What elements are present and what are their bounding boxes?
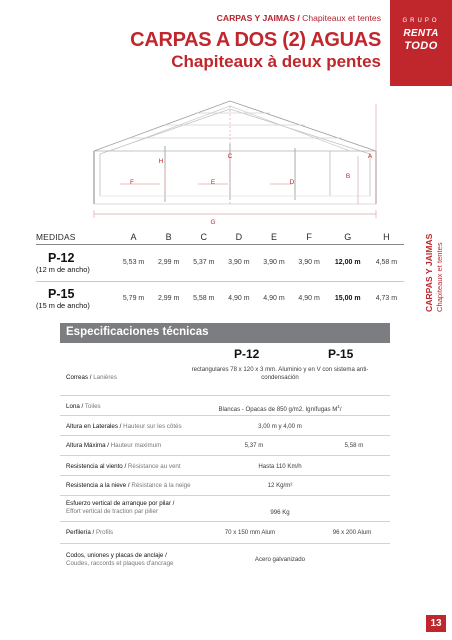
spec-value-superscript: 1: [337, 404, 340, 409]
model-name: P-15: [48, 286, 75, 301]
spec-model-p12: P-12: [234, 347, 260, 361]
measure-value: 4,90 m: [228, 294, 250, 302]
spec-label-fr: Toiles: [84, 403, 101, 410]
table-row: [36, 244, 404, 281]
measure-value: 3,90 m: [221, 244, 256, 281]
spec-label: Esfuerzo vertical de arranque por pilar / Effort vertical de traction par pilier: [66, 500, 175, 515]
model-width: (15 m de ancho): [36, 300, 90, 310]
spec-row-correas: [60, 362, 390, 396]
spec-label: Resistencia al viento / Résistance au vent: [66, 463, 181, 470]
measure-value: 4,90 m: [298, 294, 320, 302]
dim-label-c: C: [227, 153, 233, 160]
spec-value-p12: 70 x 150 mm Alum: [224, 529, 276, 536]
spec-label-es: Perfilería: [66, 529, 91, 536]
measures-header: H: [369, 230, 404, 244]
dim-label-b: B: [345, 173, 351, 180]
spec-row-altura-laterales: [60, 416, 390, 436]
measure-value: 3,90 m: [292, 244, 327, 281]
dim-label-g: G: [210, 219, 216, 226]
page-title-fr: Chapiteaux à deux pentes: [171, 52, 381, 71]
spec-label-es: Resistencia a la nieve: [66, 482, 127, 489]
spec-label-fr: Lanières: [93, 374, 117, 381]
measures-header: D: [221, 230, 256, 244]
spec-label: Resistencia a la nieve / Résistance à la neige: [66, 482, 191, 489]
model-cell: [36, 281, 116, 315]
dim-label-e: E: [210, 179, 216, 186]
spec-label: Correas / Lanières: [66, 374, 117, 381]
spec-value-text: Blancas - Opacas de 850 g/m2. Ignífugas M: [218, 406, 338, 414]
spec-label-es: Codos, uniones y placas de anclaje: [66, 552, 164, 559]
spec-value: rectangulares 78 x 120 x 3 mm. Aluminio y en V con sistema anti-condensación: [191, 366, 369, 381]
spec-value-p15: 5,58 m: [344, 442, 364, 449]
measures-header: B: [151, 230, 186, 244]
model-width: (12 m de ancho): [36, 265, 90, 274]
side-label-line-2: Chapiteaux et tentes: [435, 242, 444, 312]
spec-row-lona: [60, 396, 390, 416]
measures-header: G: [327, 230, 369, 244]
measures-header: C: [186, 230, 221, 244]
measures-header-row: [36, 230, 404, 244]
measures-header: MEDIDAS: [36, 230, 116, 244]
spec-label-es: Altura en Laterales: [66, 423, 118, 430]
spec-row-codos: [60, 544, 390, 574]
spec-row-nieve: [60, 476, 390, 496]
spec-label-fr: Profils: [95, 529, 114, 536]
spec-row-esfuerzo: [60, 496, 390, 522]
page-title: CARPAS A DOS (2) AGUAS: [130, 29, 381, 51]
spec-label-es: Esfuerzo vertical de arranque por pilar: [66, 500, 171, 507]
measure-value: 4,73 m: [375, 294, 398, 302]
measure-value: 2,99 m: [151, 244, 186, 281]
measure-value: 15,00 m: [334, 294, 361, 302]
spec-label-es: Altura Máxima: [66, 442, 106, 449]
measure-value: 5,79 m: [122, 294, 145, 302]
spec-label-fr: Hauteur maximum: [110, 442, 162, 449]
spec-label: Altura en Laterales / Hauteur sur les côtés: [66, 423, 182, 430]
dim-label-d: D: [289, 179, 295, 186]
spec-label-fr: Effort vertical de traction par pilier: [66, 508, 159, 515]
measure-value: 3,90 m: [256, 244, 291, 281]
spec-row-perfileria: [60, 522, 390, 544]
page-number: 13: [426, 615, 446, 632]
spec-value: 996 Kg: [270, 509, 290, 516]
spec-label: Codos, uniones y placas de anclaje / Coudes, raccords et plaques d'ancrage: [66, 552, 174, 567]
subtitle-es: CARPAS Y JAIMAS: [216, 13, 295, 23]
spec-value-p12: 5,37 m: [244, 442, 264, 449]
measure-value: 5,53 m: [116, 244, 151, 281]
model-cell: [36, 244, 116, 281]
dim-label-h: H: [158, 158, 164, 165]
specs-title-bar: [60, 323, 390, 343]
spec-value: 12 Kg/m²: [267, 482, 293, 489]
logo-line-2: RENTA: [403, 28, 439, 39]
table-row: [36, 281, 404, 315]
measure-value: 4,90 m: [263, 294, 285, 302]
brand-logo: [390, 0, 452, 86]
spec-label-fr: Coudes, raccords et plaques d'ancrage: [66, 560, 174, 567]
spec-row-altura-maxima: [60, 436, 390, 456]
measure-value: 12,00 m: [327, 244, 369, 281]
header-subtitle: CARPAS Y JAIMAS / Chapiteaux et tentes: [216, 13, 381, 23]
spec-label-es: Resistencia al viento: [66, 463, 123, 470]
measures-table: [36, 230, 404, 315]
spec-value: Hasta 110 Km/h: [258, 463, 302, 470]
spec-label: Perfilería / Profils: [66, 529, 114, 536]
spec-label-fr: Résistance au vent: [127, 463, 181, 470]
logo-line-1: GRUPO: [402, 18, 440, 24]
subtitle-fr: Chapiteaux et tentes: [302, 13, 381, 23]
measures-header: E: [256, 230, 291, 244]
logo-line-3: TODO: [404, 40, 438, 52]
model-name: P-12: [48, 251, 75, 265]
spec-label-es: Correas: [66, 374, 89, 381]
specs-title: Especificaciones técnicas: [66, 326, 209, 338]
spec-value-p15: 96 x 200 Alum: [332, 529, 372, 536]
measure-value: 5,37 m: [186, 244, 221, 281]
measure-value: 2,99 m: [157, 294, 180, 302]
spec-value: Blancas - Opacas de 850 g/m2. Ignífugas $M^1/$: [218, 404, 342, 414]
spec-value: Acero galvanizado: [254, 556, 306, 563]
measures-header: A: [116, 230, 151, 244]
spec-value: 3,00 m y 4,00 m: [258, 423, 302, 430]
measure-value: 4,58 m: [369, 244, 404, 281]
tent-diagram: [80, 96, 390, 226]
dim-label-a: A: [367, 153, 373, 160]
spec-label: Lona / Toiles: [66, 403, 101, 410]
spec-label: Altura Máxima / Hauteur maximum: [66, 442, 162, 449]
measures-header: F: [292, 230, 327, 244]
side-label-line-1: CARPAS Y JAIMAS: [424, 233, 434, 312]
measure-value: 5,58 m: [193, 294, 215, 302]
spec-label-fr: Résistance à la neige: [131, 482, 191, 489]
spec-label-es: Lona: [66, 403, 80, 410]
spec-label-fr: Hauteur sur les côtés: [123, 423, 182, 430]
spec-model-p15: P-15: [328, 347, 354, 361]
dim-label-f: F: [130, 179, 134, 186]
spec-row-viento: [60, 456, 390, 476]
